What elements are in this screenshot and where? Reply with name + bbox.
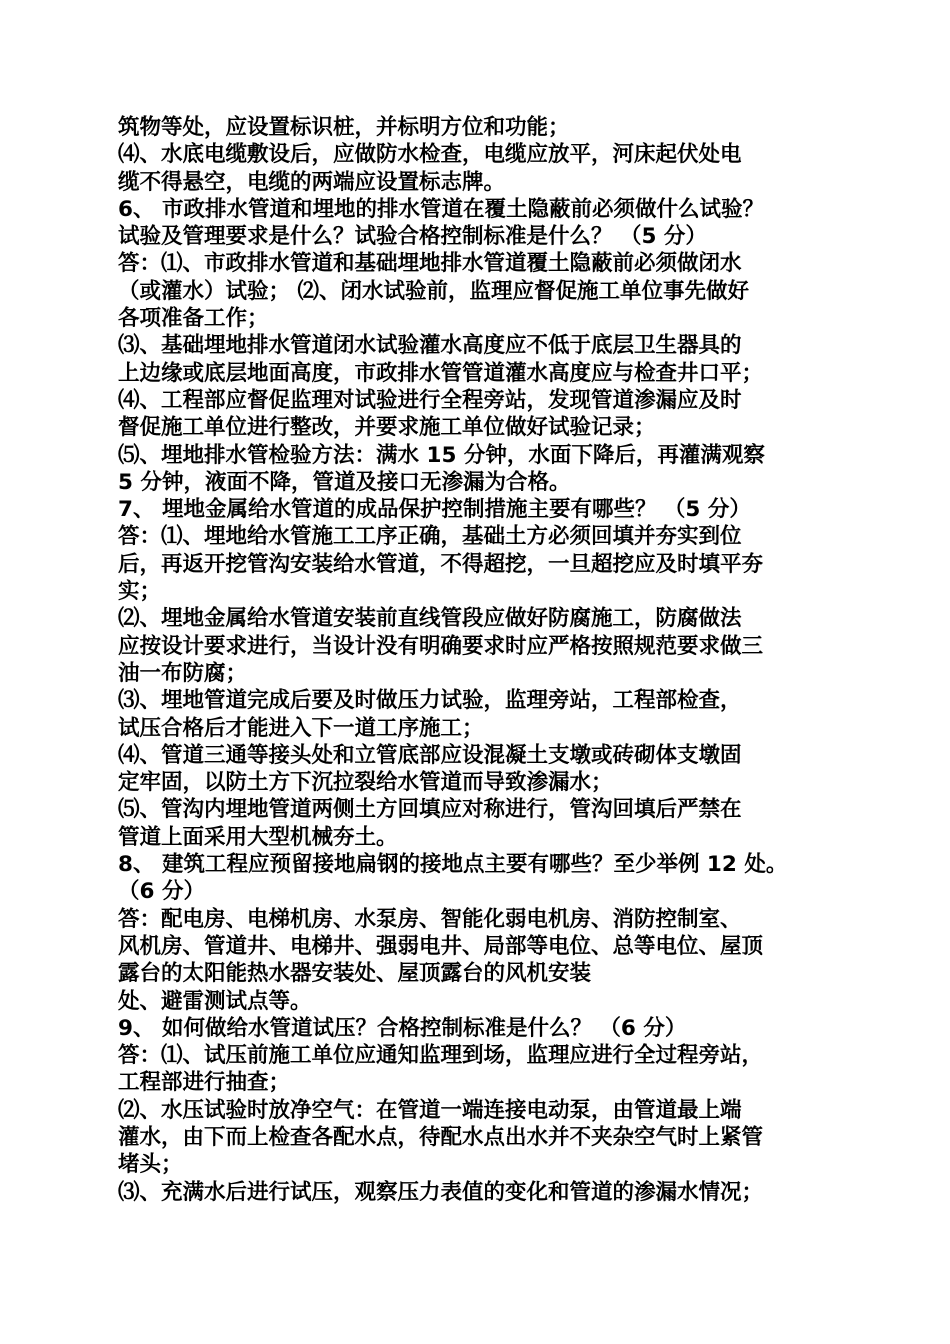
- text-line: 答：⑴、市政排水管道和基础埋地排水管道覆土隐蔽前必须做闭水: [118, 251, 742, 277]
- text-line: ⑶、埋地管道完成后要及时做压力试验，监理旁站，工程部检查，: [118, 688, 742, 714]
- text-line: ⑷、管道三通等接头处和立管底部应设混凝土支墩或砖砌体支墩固: [118, 742, 742, 768]
- text-line: 定牢固，以防土方下沉拉裂给水管道而导致渗漏水；: [118, 770, 613, 796]
- text-line: 试压合格后才能进入下一道工序施工；: [118, 715, 484, 741]
- text-line: ⑸、埋地排水管检验方法：满水 15 分钟，水面下降后，再灌满观察: [118, 442, 765, 468]
- text-line: ⑷、水底电缆敷设后，应做防水检查，电缆应放平，河床起伏处电: [118, 142, 742, 168]
- text-line: 后，再返开挖管沟安装给水管道，不得超挖，一旦超挖应及时填平夯: [118, 551, 764, 577]
- text-line: 油一布防腐；: [118, 660, 248, 686]
- text-line: 处、避雷测试点等。: [118, 988, 312, 1014]
- text-line: 灌水，由下而上检查各配水点，待配水点出水并不夹杂空气时上紧管: [118, 1124, 764, 1150]
- text-line: 管道上面采用大型机械夯土。: [118, 824, 398, 850]
- text-line: 堵头；: [118, 1152, 183, 1178]
- text-line: ⑵、水压试验时放净空气：在管道一端连接电动泵，由管道最上端: [118, 1097, 742, 1123]
- question-9-heading: 9、 如何做给水管道试压？合格控制标准是什么？ （6 分）: [118, 1015, 687, 1041]
- question-8-heading: 8、 建筑工程应预留接地扁钢的接地点主要有哪些？至少举例 12 处。: [118, 852, 788, 878]
- text-line: 5 分钟，液面不降，管道及接口无渗漏为合格。: [118, 469, 571, 495]
- body-text: [118, 114, 848, 1206]
- text-line: 试验及管理要求是什么？试验合格控制标准是什么？ （5 分）: [118, 224, 707, 250]
- text-line: ⑶、基础埋地排水管道闭水试验灌水高度应不低于底层卫生器具的: [118, 333, 742, 359]
- text-line: 筑物等处，应设置标识桩，并标明方位和功能；: [118, 115, 570, 140]
- text-line: 实；: [118, 579, 162, 605]
- text-line: 工程部进行抽查；: [118, 1070, 291, 1096]
- text-line: 各项准备工作；: [118, 306, 269, 332]
- text-line: 风机房、管道井、电梯井、强弱电井、局部等电位、总等电位、屋顶: [118, 933, 764, 959]
- text-line: ⑷、工程部应督促监理对试验进行全程旁站，发现管道渗漏应及时: [118, 387, 742, 413]
- text-line: 督促施工单位进行整改，并要求施工单位做好试验记录；: [118, 415, 656, 441]
- text-line: 露台的太阳能热水器安装处、屋顶露台的风机安装: [118, 961, 592, 987]
- text-line: ⑵、埋地金属给水管道安装前直线管段应做好防腐施工，防腐做法: [118, 606, 742, 632]
- text-line: ⑸、管沟内埋地管道两侧土方回填应对称进行，管沟回填后严禁在: [118, 797, 742, 823]
- question-6-heading: 6、 市政排水管道和埋地的排水管道在覆土隐蔽前必须做什么试验？: [118, 196, 764, 222]
- text-line: （6 分）: [118, 879, 205, 905]
- question-7-heading: 7、 埋地金属给水管道的成品保护控制措施主要有哪些？ （5 分）: [118, 497, 751, 523]
- text-line: 上边缘或底层地面高度，市政排水管管道灌水高度应与检查井口平；: [118, 360, 764, 386]
- text-line: 答：⑴、埋地给水管施工工序正确，基础土方必须回填并夯实到位: [118, 524, 742, 550]
- text-line: 答：⑴、试压前施工单位应通知监理到场，监理应进行全过程旁站，: [118, 1043, 764, 1069]
- text-line: 答：配电房、电梯机房、水泵房、智能化弱电机房、消防控制室、: [118, 906, 742, 932]
- text-line: 应按设计要求进行，当设计没有明确要求时应严格按照规范要求做三: [118, 633, 764, 659]
- text-line: ⑶、充满水后进行试压，观察压力表值的变化和管道的渗漏水情况；: [118, 1179, 764, 1205]
- text-line: （或灌水）试验； ⑵、闭水试验前，监理应督促施工单位事先做好: [118, 278, 749, 304]
- text-line: 缆不得悬空，电缆的两端应设置标志牌。: [118, 169, 506, 195]
